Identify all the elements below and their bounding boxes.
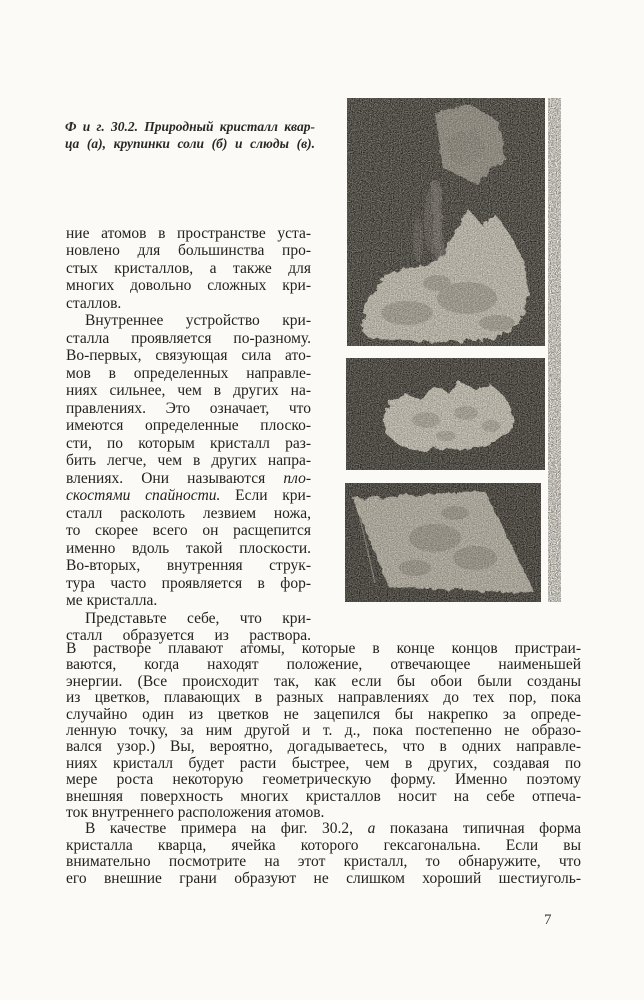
- text-line: Во-первых, связующая сила ато-: [66, 347, 311, 365]
- photo-quartz-crystal: [347, 98, 545, 346]
- text-line: скостями спайности. Если кри-: [66, 487, 311, 505]
- text-line: В качестве примера на фиг. 30.2, а показана типичная форма: [85, 820, 581, 838]
- text-line: из цветков, плавающих в разных направлениях до тех пор, пока: [66, 689, 581, 707]
- text-line: стых кристаллов, а также для: [66, 259, 311, 277]
- text-line: Представьте себе, что кри-: [85, 609, 311, 627]
- full-width-text: [66, 641, 581, 887]
- text-line: Ф и г. 30.2. Природный кристалл квар-: [65, 119, 315, 134]
- paragraph: [66, 225, 311, 312]
- text-line: правлениях. Это означает, что: [66, 399, 311, 417]
- quartz-photo-image: [347, 98, 545, 346]
- text-line: ме кристалла.: [66, 592, 158, 610]
- text-line: тура часто проявляется в фор-: [66, 574, 311, 592]
- text-line: ниях сильнее, чем в других на-: [66, 382, 311, 400]
- text-line: мов в определенных направле-: [66, 364, 311, 382]
- page-number: 7: [544, 912, 552, 928]
- text-line: влениях. Они называются пло-: [66, 469, 311, 487]
- text-line: многих довольно сложных кри-: [66, 277, 311, 295]
- figure-caption: [65, 119, 315, 152]
- text-line: то скорее всего он расщепится: [66, 522, 311, 540]
- text-line: сти, по которым кристалл раз-: [66, 434, 311, 452]
- text-line: имеются определенные плоско-: [66, 417, 311, 435]
- text-line: сталлов.: [66, 294, 122, 312]
- text-line: ниях кристалл будет расти быстрее, чем в других, создавая по: [66, 754, 581, 772]
- paragraph: [66, 641, 581, 821]
- text-line: новлено для большинства про-: [66, 242, 311, 260]
- text-line: именно вдоль такой плоскости.: [66, 539, 311, 557]
- text-line: Внутреннее устройство кри-: [85, 312, 311, 330]
- salt-photo-image: [346, 358, 545, 470]
- text-line: ние атомов в пространстве уста-: [66, 225, 311, 242]
- mica-photo-image: [345, 483, 541, 602]
- text-line: вался узор.) Вы, вероятно, догадываетесь, что в одних направле-: [66, 738, 581, 756]
- text-line: внимательно посмотрите на этот кристалл, то обнаружите, что: [66, 853, 581, 871]
- text-line: В растворе плавают атомы, которые в конце концов пристраи-: [66, 640, 581, 657]
- text-line: сталла проявляется по-разному.: [66, 329, 311, 347]
- text-line: его внешние грани образуют не слишком хороший шестиуголь-: [66, 869, 581, 887]
- text-line: сталл образуется из раствора.: [66, 627, 311, 645]
- photo-mica: [345, 483, 541, 602]
- paragraph: [66, 821, 581, 887]
- text-line: кристалла кварца, ячейка которого гексагональна. Если вы: [66, 836, 581, 854]
- paragraph: [66, 312, 311, 609]
- left-column-text: [66, 225, 311, 645]
- text-line: ца (а), крупинки соли (б) и слюды (в).: [65, 135, 315, 151]
- text-line: ваются, когда находят положение, отвечающее наименьшей: [66, 656, 581, 674]
- text-line: бить легче, чем в других напра-: [66, 452, 311, 470]
- photo-salt-grains: [346, 358, 545, 470]
- print-grain-artifact: [548, 98, 561, 602]
- text-line: случайно один из цветков не зацепился бы накрепко за опреде-: [66, 705, 581, 723]
- text-line: Во-вторых, внутренняя струк-: [66, 557, 311, 575]
- text-line: сталл расколоть лезвием ножа,: [66, 504, 311, 522]
- text-line: внешняя поверхность многих кристаллов носит на себе отпеча-: [66, 787, 581, 805]
- text-line: ленную точку, за ним другой и т. д., пока постепенно не образо-: [66, 722, 581, 740]
- text-line: ток внутреннего расположения атомов.: [66, 804, 325, 822]
- text-line: энергии. (Все происходит так, как если бы обои были созданы: [66, 672, 581, 690]
- text-line: мере роста некоторую геометрическую форму. Именно поэтому: [66, 771, 581, 789]
